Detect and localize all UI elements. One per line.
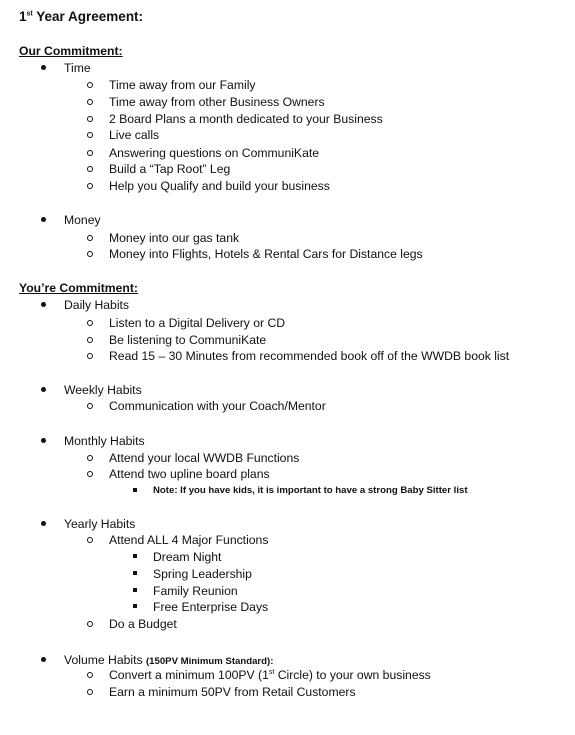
volume-item: Earn a minimum 50PV from Retail Customers <box>109 685 356 699</box>
sub-bullet <box>87 337 93 343</box>
time-item: 2 Board Plans a month dedicated to your Business <box>109 112 383 126</box>
bullet-monthly <box>41 438 46 443</box>
money-label: Money <box>64 213 101 227</box>
sub-bullet <box>87 166 93 172</box>
volume-habits-label: Volume Habits (150PV Minimum Standard): <box>64 653 274 667</box>
time-item: Build a “Tap Root” Leg <box>109 162 231 176</box>
sub-bullet <box>87 403 93 409</box>
money-item: Money into our gas tank <box>109 231 240 245</box>
square-bullet <box>133 571 137 575</box>
daily-habits-label: Daily Habits <box>64 298 130 312</box>
sub-bullet <box>87 353 93 359</box>
bullet-volume <box>41 657 46 662</box>
bullet-money <box>41 217 46 222</box>
function-item: Family Reunion <box>153 584 238 598</box>
sub-bullet <box>87 537 93 543</box>
sub-bullet <box>87 99 93 105</box>
volume-item: Convert a minimum 100PV (1st Circle) to your own business <box>109 668 431 682</box>
our-commitment-heading: Our Commitment: <box>19 44 123 58</box>
monthly-item: Attend two upline board plans <box>109 467 270 481</box>
budget-item: Do a Budget <box>109 617 177 631</box>
time-label: Time <box>64 61 91 75</box>
time-item: Live calls <box>109 128 160 142</box>
function-item: Free Enterprise Days <box>153 600 269 614</box>
sub-bullet <box>87 320 93 326</box>
yearly-habits-label: Yearly Habits <box>64 517 136 531</box>
daily-item: Read 15 – 30 Minutes from recommended book off of the WWDB book list <box>109 349 510 363</box>
square-bullet <box>133 554 137 558</box>
sub-bullet <box>87 251 93 257</box>
sub-bullet <box>87 116 93 122</box>
baby-sitter-note: Note: If you have kids, it is important to have a strong Baby Sitter list <box>153 485 468 496</box>
bullet-daily <box>41 302 46 307</box>
square-bullet <box>133 604 137 608</box>
sub-bullet <box>87 471 93 477</box>
monthly-item: Attend your local WWDB Functions <box>109 451 300 465</box>
time-item: Answering questions on CommuniKate <box>109 146 320 160</box>
monthly-habits-label: Monthly Habits <box>64 434 145 448</box>
sub-bullet <box>87 672 93 678</box>
time-item: Help you Qualify and build your business <box>109 179 330 193</box>
your-commitment-heading: You’re Commitment: <box>19 281 138 295</box>
sub-bullet <box>87 455 93 461</box>
sub-bullet <box>87 621 93 627</box>
attend-major-functions: Attend ALL 4 Major Functions <box>109 533 269 547</box>
function-item: Spring Leadership <box>153 567 252 581</box>
sub-bullet <box>87 235 93 241</box>
daily-item: Be listening to CommuniKate <box>109 333 267 347</box>
square-bullet <box>133 488 137 492</box>
time-item: Time away from other Business Owners <box>109 95 325 109</box>
bullet-time <box>41 65 46 70</box>
daily-item: Listen to a Digital Delivery or CD <box>109 316 286 330</box>
weekly-item: Communication with your Coach/Mentor <box>109 399 326 413</box>
money-item: Money into Flights, Hotels & Rental Cars for Distance legs <box>109 247 423 261</box>
time-item: Time away from our Family <box>109 78 256 92</box>
bullet-yearly <box>41 521 46 526</box>
sub-bullet <box>87 689 93 695</box>
weekly-habits-label: Weekly Habits <box>64 383 142 397</box>
sub-bullet <box>87 183 93 189</box>
sub-bullet <box>87 150 93 156</box>
sub-bullet <box>87 132 93 138</box>
sub-bullet <box>87 82 93 88</box>
page-title: 1st Year Agreement: <box>19 9 144 24</box>
function-item: Dream Night <box>153 550 222 564</box>
bullet-weekly <box>41 387 46 392</box>
square-bullet <box>133 588 137 592</box>
